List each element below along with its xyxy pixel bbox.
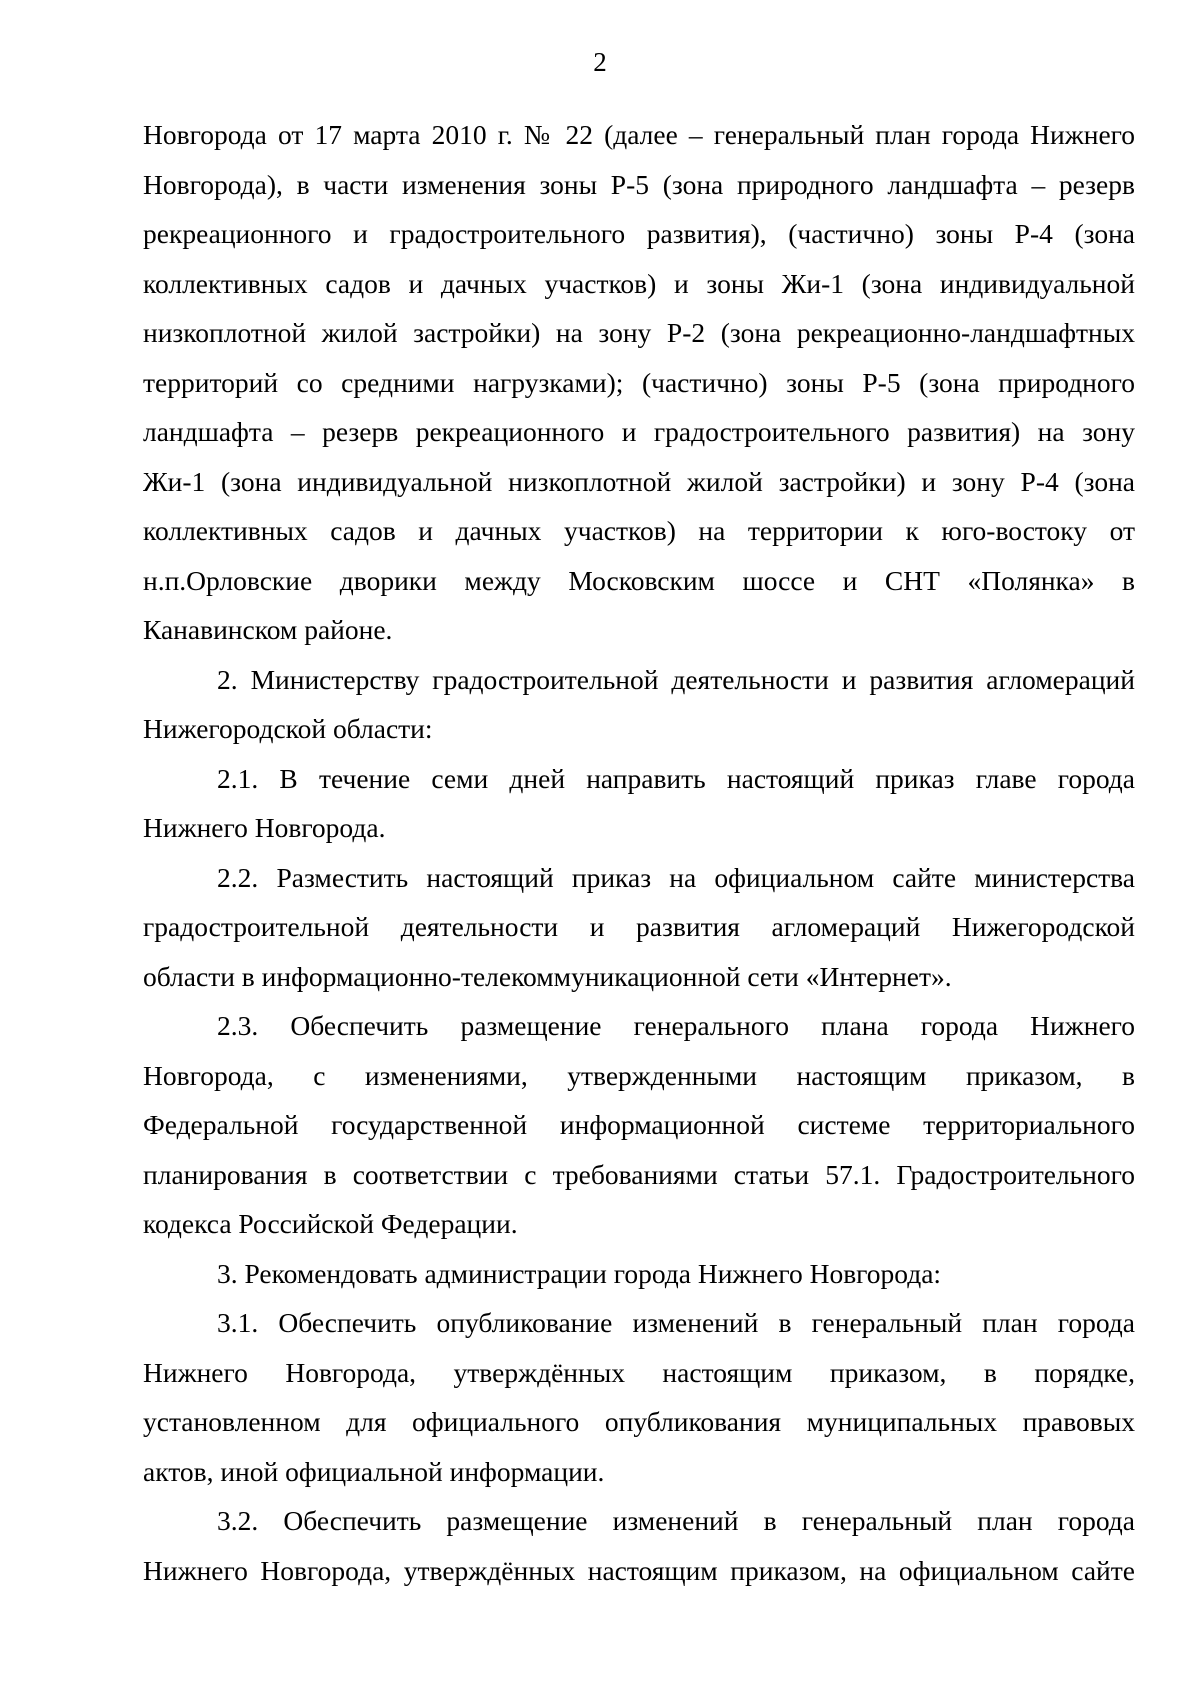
text-line: 2.2. Разместить настоящий приказ на официальном сайте министерства: [217, 861, 1135, 893]
text-line: кодекса Российской Федерации.: [143, 1208, 518, 1239]
text-line: Жи-1 (зона индивидуальной низкоплотной жилой застройки) и зону Р-4 (зона: [143, 465, 1135, 497]
text-line: низкоплотной жилой застройки) на зону Р-2 (зона рекреационно-ландшафтных: [143, 317, 1135, 348]
text-line: Нижнего Новгорода, утверждённых настоящим приказом, в порядке,: [143, 1356, 1135, 1388]
paragraph-2-3: [143, 1001, 1135, 1249]
text-line: 3.1. Обеспечить опубликование изменений в генеральный план города: [217, 1307, 1135, 1338]
page-number: 2: [593, 47, 607, 77]
text-line: Новгорода), в части изменения зоны Р-5 (зона природного ландшафта – резерв: [143, 168, 1135, 200]
paragraph-3-2: [143, 1496, 1135, 1595]
text-line: Нижнего Новгорода.: [143, 812, 386, 843]
text-line: ландшафта – резерв рекреационного и градостроительного развития) на зону: [143, 416, 1135, 447]
text-line: 2. Министерству градостроительной деятельности и развития агломераций: [217, 663, 1135, 695]
text-line: 3.2. Обеспечить размещение изменений в генеральный план города: [217, 1505, 1135, 1536]
paragraph-1-continuation: [143, 110, 1135, 655]
paragraph-2: [143, 655, 1135, 754]
text-line: Новгорода от 17 марта 2010 г. № 22 (далее – генеральный план города Нижнего: [143, 119, 1135, 150]
text-line: градостроительной деятельности и развития агломераций Нижегородской: [143, 911, 1135, 942]
text-line: 2.3. Обеспечить размещение генерального плана города Нижнего: [217, 1010, 1135, 1041]
paragraph-3-1: [143, 1298, 1135, 1496]
text-line: рекреационного и градостроительного развития), (частично) зоны Р-4 (зона: [143, 218, 1135, 249]
text-line: 2.1. В течение семи дней направить настоящий приказ главе города: [217, 762, 1135, 794]
paragraph-2-2: [143, 853, 1135, 1002]
text-line: актов, иной официальной информации.: [143, 1455, 605, 1487]
text-line: Нижегородской области:: [143, 713, 433, 744]
text-line: Канавинском районе.: [143, 614, 393, 645]
text-line: Новгорода, с изменениями, утвержденными настоящим приказом, в: [143, 1059, 1135, 1091]
text-line: Нижнего Новгорода, утверждённых настоящим приказом, на официальном сайте: [143, 1554, 1135, 1586]
text-line: планирования в соответствии с требованиями статьи 57.1. Градостроительного: [143, 1158, 1135, 1190]
text-line: н.п.Орловские дворики между Московским шоссе и СНТ «Полянка» в: [143, 564, 1135, 596]
text-line: коллективных садов и дачных участков) и зоны Жи-1 (зона индивидуальной: [143, 267, 1135, 299]
text-line: области в информационно-телекоммуникационной сети «Интернет».: [143, 960, 952, 992]
paragraph-3: [143, 1249, 1135, 1299]
text-line: Федеральной государственной информационной системе территориального: [143, 1109, 1135, 1140]
text-line: установленном для официального опубликования муниципальных правовых: [143, 1406, 1135, 1437]
text-line: 3. Рекомендовать администрации города Нижнего Новгорода:: [217, 1257, 942, 1289]
text-line: коллективных садов и дачных участков) на территории к юго-востоку от: [143, 515, 1135, 546]
text-line: территорий со средними нагрузками); (частично) зоны Р-5 (зона природного: [143, 366, 1135, 398]
paragraph-2-1: [143, 754, 1135, 853]
document-body: [143, 110, 1135, 1595]
